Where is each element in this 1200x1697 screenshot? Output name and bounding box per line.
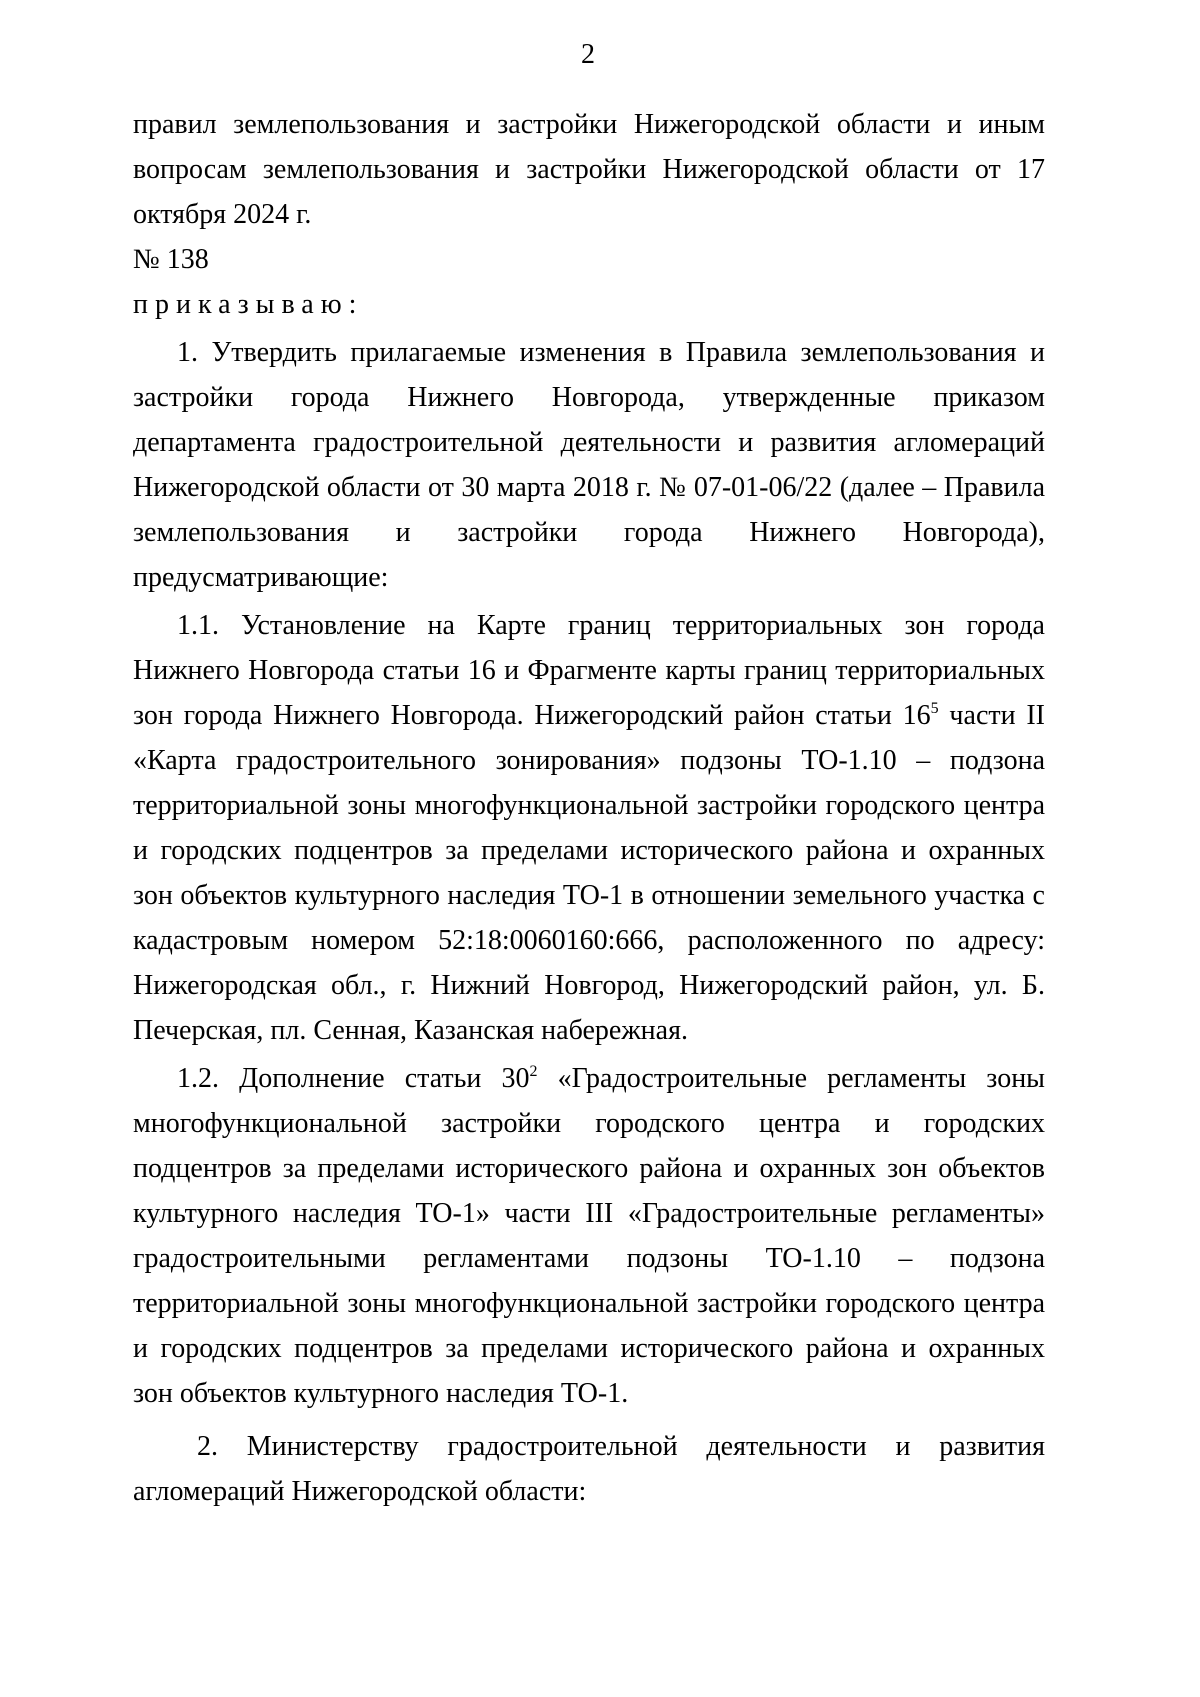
intro-text: правил землепользования и застройки Нижегородской области и иным вопросам землепользования и застройки Нижегородской области от 17 октября 2024 г. xyxy=(133,109,1045,230)
item-1-2-superscript: 2 xyxy=(529,1063,538,1080)
order-word: приказываю: xyxy=(133,289,364,320)
document-body xyxy=(133,102,1045,1514)
intro-number: № 138 xyxy=(133,244,209,275)
page-number: 2 xyxy=(581,39,595,70)
item-1-2-text-end: «Градостроительные регламенты зоны многофункциональной застройки городского центра и городских подцентров за пределами исторического района и охранных зон объектов культурного наследия ТО-1» части III «Градостроительные регламенты» градостроительными регламентами подзоны ТО-1.10 – подзона территориальной зоны многофункциональной застройки городского центра и городских подцентров за пределами исторического района и охранных зон объектов культурного наследия ТО-1. xyxy=(133,1063,1045,1409)
intro-paragraph xyxy=(133,102,1045,282)
item-1-1-text-start: 1.1. Установление на Карте границ территориальных зон города Нижнего Новгорода статьи 16 и Фрагменте карты границ территориальных зон города Нижнего Новгорода. Нижегородский район статьи 16 xyxy=(133,610,1045,731)
item-1-2-paragraph xyxy=(133,1056,1045,1416)
item-1-1-text-end: части II «Карта градостроительного зонирования» подзоны ТО-1.10 – подзона территориальной зоны многофункциональной застройки городского центра и городских подцентров за пределами исторического района и охранных зон объектов культурного наследия ТО-1 в отношении земельного участка с кадастровым номером 52:18:0060160:666, расположенного по адресу: Нижегородская обл., г. Нижний Новгород, Нижегородский район, ул. Б. Печерская, пл. Сенная, Казанская набережная. xyxy=(133,700,1046,1046)
item-1-2-text-start: 1.2. Дополнение статьи 30 xyxy=(177,1063,530,1094)
item-2-paragraph: 2. Министерству градостроительной деятельности и развития агломераций Нижегородской области: xyxy=(133,1431,1045,1507)
item-1-1-paragraph xyxy=(133,603,1045,1053)
item-1-1-superscript: 5 xyxy=(930,700,939,717)
item-1-paragraph: 1. Утвердить прилагаемые изменения в Правила землепользования и застройки города Нижнего Новгорода, утвержденные приказом департамента градостроительной деятельности и развития агломераций Нижегородской области от 30 марта 2018 г. № 07-01-06/22 (далее – Правила землепользования и застройки города Нижнего Новгорода), предусматривающие: xyxy=(133,337,1045,593)
